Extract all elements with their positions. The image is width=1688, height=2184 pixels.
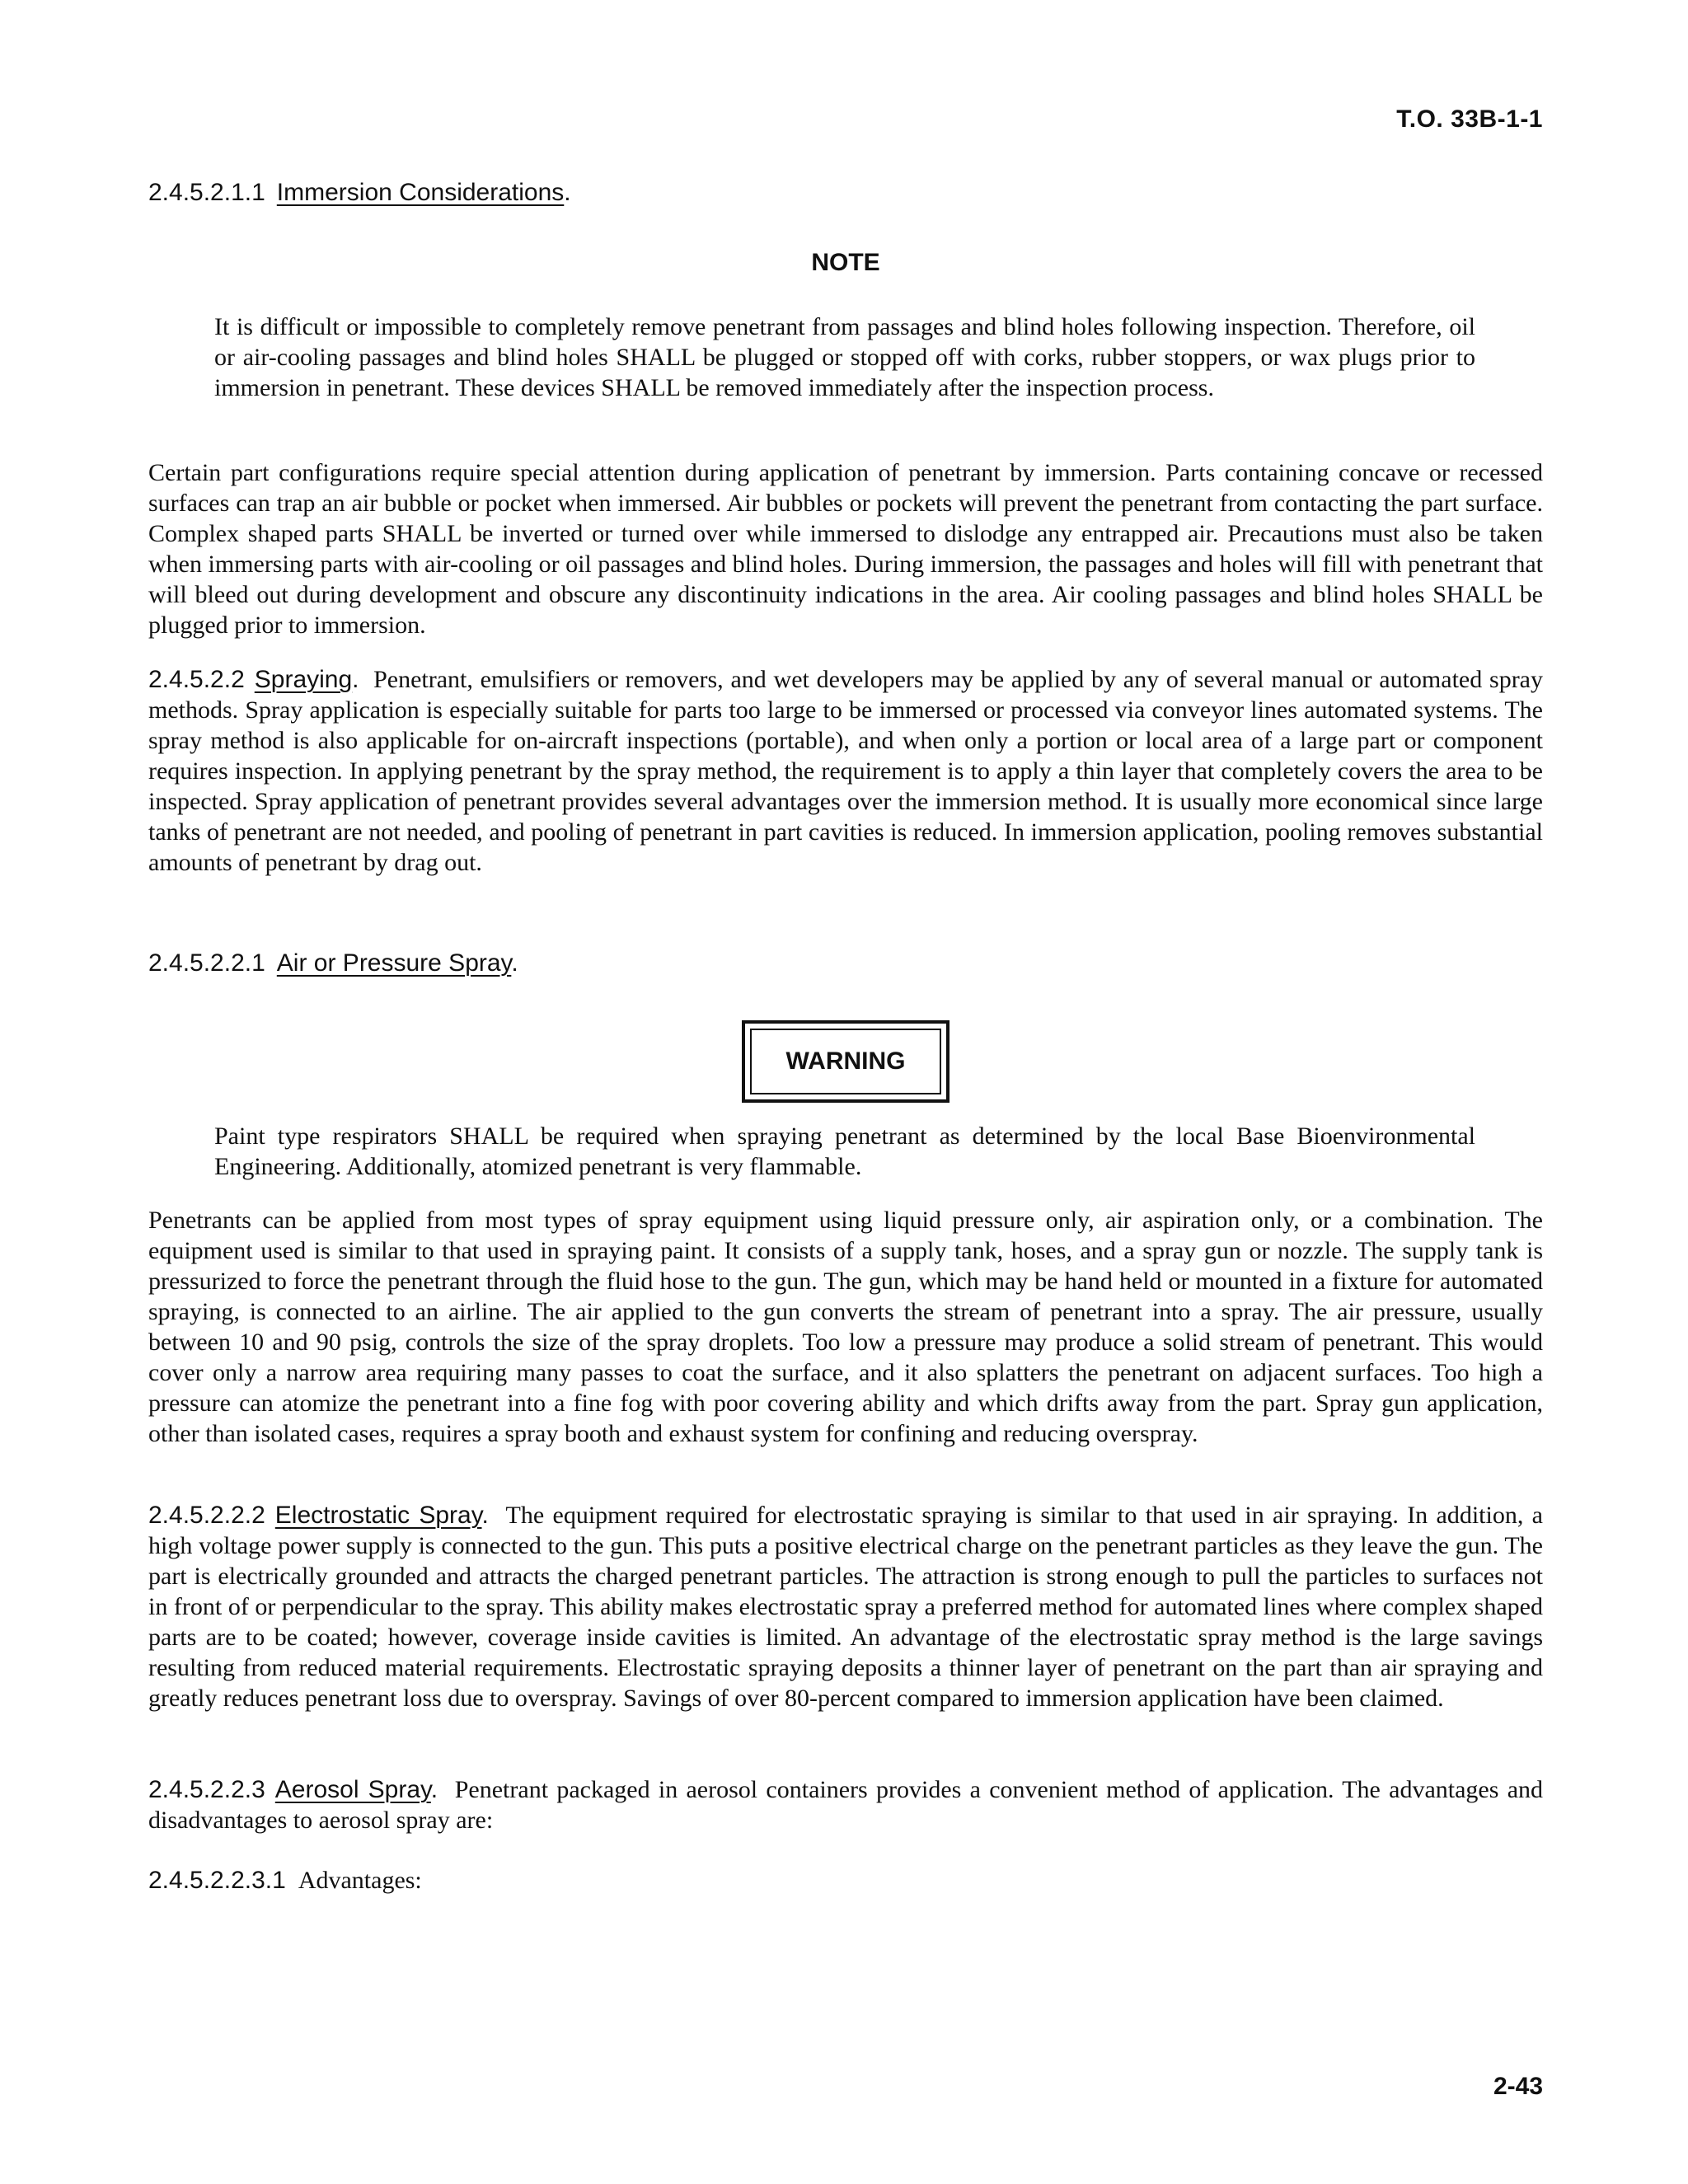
immersion-paragraph: Certain part configurations require special attention during application of penetrant by immersion. Parts containing concave or recessed surfaces can trap an air bubble or pocket when immersed. Air bubbles or pockets will prevent the penetrant from contacting the part surface. Complex shaped parts SHALL be inverted or turned over while immersed to dislodge any entrapped air. Precautions must also be taken when immersing parts with air-cooling or oil passages and blind holes. During immersion, the passages and holes will fill with penetrant that will bleed out during development and obscure any discontinuity indications in the area. Air cooling passages and blind holes SHALL be plugged prior to immersion.	[148, 459, 1543, 639]
section-period: .	[511, 949, 518, 977]
advantages-heading	[148, 1865, 1543, 1896]
section-number: 2.4.5.2.2.3.1	[148, 1867, 286, 1894]
section-period: .	[564, 179, 571, 206]
section-period: .	[430, 1776, 438, 1803]
spraying-paragraph	[148, 664, 1543, 878]
note-label: NOTE	[811, 249, 880, 276]
section-number: 2.4.5.2.2.1	[148, 949, 265, 977]
section-title: Immersion Considerations	[276, 179, 565, 206]
document-page	[148, 0, 1543, 2184]
page-number: 2-43	[1493, 2073, 1543, 2100]
section-title: Aerosol Spray	[274, 1776, 431, 1803]
section-title: Spraying	[254, 666, 353, 693]
air-spray-paragraph: Penetrants can be applied from most types of spray equipment using liquid pressure only, air aspiration only, or a combination. The equipment used is similar to that used in spraying paint. It consists of a supply tank, hoses, and a spray gun or nozzle. The supply tank is pressurized to force the penetrant through the fluid hose to the gun. The gun, which may be hand held or mounted in a fixture for automated spraying, is connected to an airline. The air applied to the gun converts the stream of penetrant into a spray. The air pressure, usually between 10 and 90 psig, controls the size of the spray droplets. Too low a pressure may produce a solid stream of penetrant. This would cover only a narrow area requiring many passes to coat the surface, and it also splatters the penetrant on adjacent surfaces. Too high a pressure can atomize the penetrant into a fine fog with poor covering ability and which drifts away from the part. Spray gun application, other than isolated cases, requires a spray booth and exhaust system for confining and reducing overspray.	[148, 1207, 1543, 1447]
advantages-label: Advantages:	[298, 1867, 422, 1894]
section-period: .	[481, 1502, 489, 1529]
warning-box	[742, 1020, 950, 1103]
electrostatic-text: The equipment required for electrostatic spraying is similar to that used in air spraying. In addition, a high voltage power supply is connected to the gun. This puts a positive electrical charge on the penetrant particles as they leave the gun. The part is electrically grounded and attracts the charged penetrant particles. The attraction is strong enough to pull the particles to surfaces not in front of or perpendicular to the spray. This ability makes electrostatic spray a preferred method for automated lines where complex shaped parts are to be coated; however, coverage inside cavities is limited. An advantage of the electrostatic spray method is the large savings resulting from reduced material requirements. Electrostatic spraying deposits a thinner layer of penetrant on the part than air spraying and greatly reduces penetrant loss due to overspray. Savings of over 80-percent compared to immersion application have been claimed.	[148, 1502, 1544, 1712]
document-id: T.O. 33B-1-1	[1396, 105, 1543, 133]
aerosol-paragraph	[148, 1774, 1543, 1835]
section-number: 2.4.5.2.2.3	[148, 1776, 265, 1803]
section-number: 2.4.5.2.2	[148, 666, 245, 693]
section-heading-air-spray	[148, 948, 1543, 979]
aerosol-text: Penetrant packaged in aerosol containers provides a convenient method of application. The advantages and disadvantages to aerosol spray are:	[148, 1776, 1544, 1834]
section-number: 2.4.5.2.2.2	[148, 1502, 265, 1529]
section-period: .	[352, 666, 359, 693]
spraying-text: Penetrant, emulsifiers or removers, and wet developers may be applied by any of several manual or automated spray methods. Spray application is especially suitable for parts too large to be immersed or processed via conveyor lines automated systems. The spray method is also applicable for on-aircraft inspections (portable), and when only a portion or local area of a large part or component requires inspection. In applying penetrant by the spray method, the requirement is to apply a thin layer that completely covers the area to be inspected. Spray application of penetrant provides several advantages over the immersion method. It is usually more economical since large tanks of penetrant are not needed, and pooling of penetrant in part cavities is reduced. In immersion application, pooling removes substantial amounts of penetrant by drag out.	[148, 666, 1543, 876]
note-text: It is difficult or impossible to completely remove penetrant from passages and blind holes following inspection. Therefore, oil or air-cooling passages and blind holes SHALL be plugged or stopped off with corks, rubber stoppers, or wax plugs prior to immersion in penetrant. These devices SHALL be removed immediately after the inspection process.	[214, 313, 1475, 401]
section-title: Electrostatic Spray	[274, 1502, 482, 1529]
warning-text: Paint type respirators SHALL be required when spraying penetrant as determined by the local Base Bioenvironmental Engineering. Additionally, atomized penetrant is very flammable.	[214, 1122, 1475, 1180]
warning-label: WARNING	[750, 1029, 941, 1094]
section-title: Air or Pressure Spray	[276, 949, 512, 977]
section-number: 2.4.5.2.1.1	[148, 179, 265, 206]
electrostatic-paragraph	[148, 1500, 1543, 1713]
section-heading-immersion	[148, 177, 1543, 209]
